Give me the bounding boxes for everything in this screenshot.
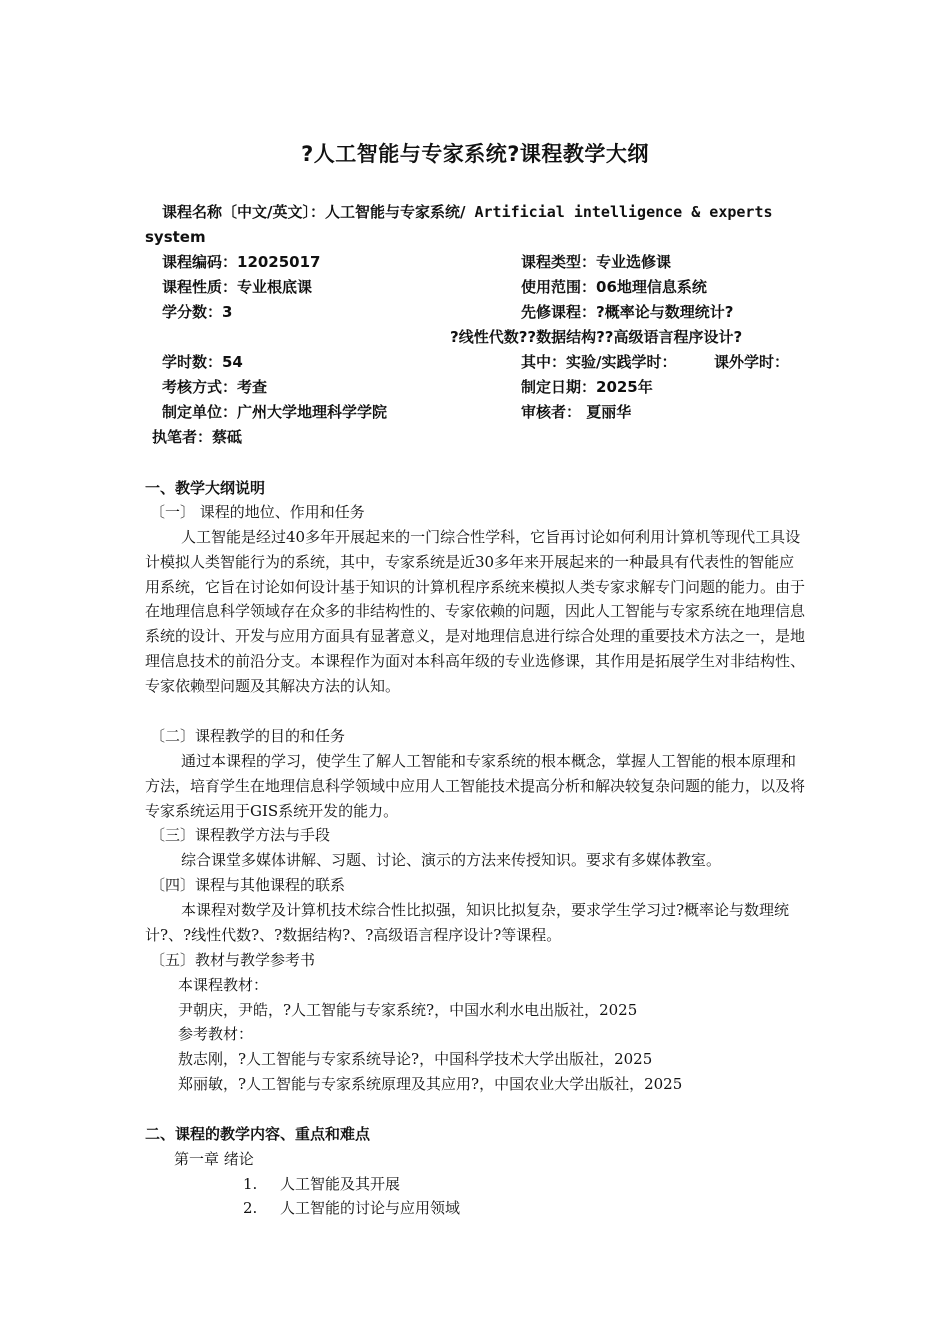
- course-name-cn: 人工智能与专家系统/: [324, 203, 466, 221]
- document-title: ?人工智能与专家系统?课程教学大纲: [301, 142, 649, 166]
- section2-heading: 二、课程的教学内容、重点和难点: [145, 1125, 371, 1143]
- course-author: 执笔者：蔡砥: [152, 428, 243, 446]
- section1-para4: 本课程对数学及计算机技术综合性比拟强，知识比拟复杂，要求学生学习过?概率论与数理统计?、?线性代数?、?数据结构?、?高级语言程序设计?等课程。: [145, 901, 790, 944]
- course-credits: 学分数：3: [162, 303, 233, 321]
- textbook-1: 尹朝庆，尹皓，?人工智能与专家系统?，中国水利水电出版社，2025: [178, 1001, 638, 1019]
- list-item: 人工智能的讨论与应用领域: [280, 1199, 461, 1217]
- section1-heading: 一、教学大纲说明: [145, 479, 266, 497]
- reference-2: 郑丽敏，?人工智能与专家系统原理及其应用?，中国农业大学出版社，2025: [178, 1075, 683, 1093]
- list-item: 人工智能及其开展: [280, 1175, 401, 1193]
- course-type: 课程类型：专业选修课: [521, 253, 672, 271]
- course-name-en-cont: system: [145, 228, 206, 246]
- course-hours: 学时数：54: [162, 353, 243, 371]
- course-nature: 课程性质：专业根底课: [162, 278, 313, 296]
- section1-sub2: 〔二〕课程教学的目的和任务: [150, 727, 346, 745]
- section1-para3: 综合课堂多媒体讲解、习题、讨论、演示的方法来传授知识。要求有多媒体教室。: [181, 851, 722, 869]
- course-extra-hours: 课外学时：: [714, 353, 790, 371]
- course-reviewer: 审核者： 夏丽华: [521, 403, 632, 421]
- course-prereq-cont: ?线性代数??数据结构??高级语言程序设计?: [450, 328, 743, 346]
- course-unit: 制定单位：广州大学地理科学学院: [162, 403, 388, 421]
- textbook-label: 本课程教材：: [178, 976, 269, 994]
- reference-label: 参考教材：: [178, 1025, 254, 1043]
- section1-sub5: 〔五〕教材与教学参考书: [150, 951, 316, 969]
- section1-sub4: 〔四〕课程与其他课程的联系: [150, 876, 346, 894]
- course-code: 课程编码：12025017: [162, 253, 321, 271]
- list-item-number: 2.: [243, 1199, 258, 1217]
- section1-para2: 通过本课程的学习，使学生了解人工智能和专家系统的根本概念，掌握人工智能的根本原理和方法，培育学生在地理信息科学领域中应用人工智能技术提高分析和解决较复杂问题的能力，以及将专家系统运用于GIS系统开发的能力。: [145, 752, 806, 820]
- course-name-line: [162, 200, 773, 225]
- section1-sub1: 〔一〕 课程的地位、作用和任务: [150, 503, 365, 521]
- course-name-en: Artificial intelligence & experts: [465, 203, 773, 221]
- course-date: 制定日期：2025年: [521, 378, 653, 396]
- list-item-number: 1.: [243, 1175, 258, 1193]
- course-name-label: 课程名称〔中文/英文〕：: [162, 203, 325, 221]
- course-lab-hours: 其中：实验/实践学时：: [521, 353, 677, 371]
- course-exam: 考核方式：考查: [162, 378, 268, 396]
- chapter-title: 第一章 绪论: [174, 1150, 254, 1168]
- section1-sub3: 〔三〕课程教学方法与手段: [150, 826, 331, 844]
- section1-para1: 人工智能是经过40多年开展起来的一门综合性学科，它旨再讨论如何利用计算机等现代工具设计模拟人类智能行为的系统，其中，专家系统是近30多年来开展起来的一种最具有代表性的智能应用系统，它旨在讨论如何设计基于知识的计算机程序系统来模拟人类专家求解专门问题的能力。由于在地理信息科学领域存在众多的非结构性的、专家依赖的问题，因此人工智能与专家系统在地理信息系统的设计、开发与应用方面具有显著意义，是对地理信息进行综合处理的重要技术方法之一，是地理信息技术的前沿分支。本课程作为面对本科高年级的专业选修课，其作用是拓展学生对非结构性、专家依赖型问题及其解决方法的认知。: [145, 528, 806, 695]
- reference-1: 敖志刚，?人工智能与专家系统导论?，中国科学技术大学出版社，2025: [178, 1050, 653, 1068]
- course-scope: 使用范围：06地理信息系统: [521, 278, 707, 296]
- course-prereq: 先修课程：?概率论与数理统计?: [521, 303, 734, 321]
